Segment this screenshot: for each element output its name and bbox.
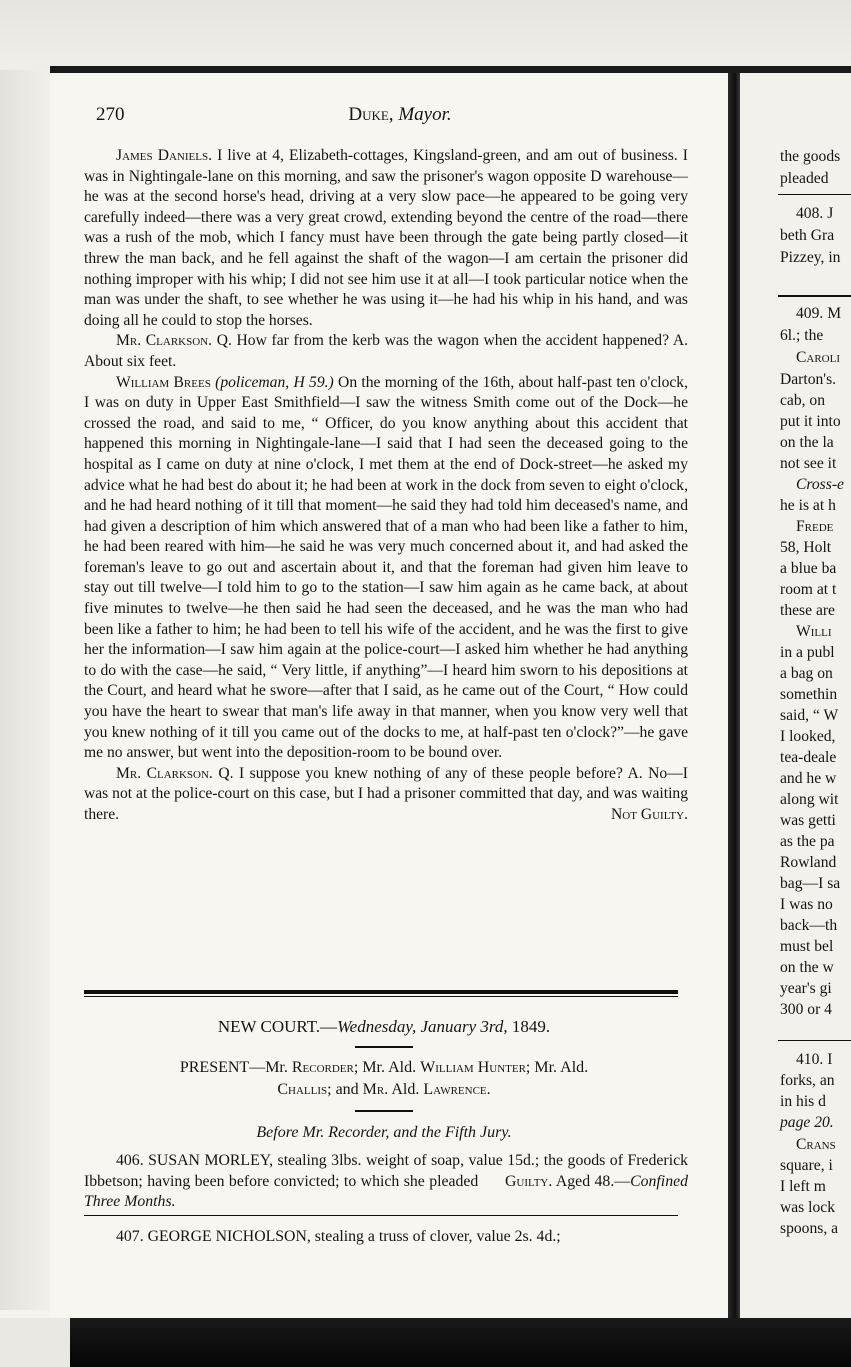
right-line: as the pa: [780, 833, 835, 850]
right-line: tea-deale: [780, 749, 837, 766]
paragraph-clarkson-cross: [84, 764, 688, 826]
right-line: back—th: [780, 917, 838, 934]
right-line: Rowland: [780, 854, 837, 871]
right-line: beth Gra: [780, 227, 835, 244]
right-line: said, “ W: [780, 707, 839, 724]
right-line: in his d: [780, 1093, 826, 1110]
speaker-name: William Brees: [116, 373, 211, 391]
case-406: [84, 1151, 688, 1213]
right-line: room at t: [780, 581, 837, 598]
case-406-text: [84, 1151, 688, 1213]
case-406-age: Aged 48.—: [552, 1172, 631, 1190]
book-gutter: [728, 73, 740, 1323]
section-rule-thin: [84, 996, 678, 997]
present-line: [84, 1057, 684, 1101]
before-line: Before Mr. Recorder, and the Fifth Jury.: [256, 1124, 512, 1141]
paragraph-text: Q. I suppose you knew nothing of any of these people before? A. No—I was not at the police-court on this case, but I had a prisoner committed that day, and was waiting there.: [84, 764, 689, 823]
right-line: page 20.: [780, 1114, 834, 1131]
speaker-role: (policeman, H 59.): [210, 373, 334, 391]
right-line: along wit: [780, 791, 839, 808]
section-rule-thick: [84, 990, 678, 994]
right-line: the goods: [780, 148, 841, 165]
right-rule: [778, 295, 851, 297]
right-line: on the w: [780, 959, 834, 976]
present-text: Mr.: [362, 1081, 389, 1098]
right-line: 58, Holt: [780, 539, 832, 556]
right-line: a blue ba: [780, 560, 837, 577]
case-407: [84, 1227, 688, 1248]
scan-background-top: [0, 0, 851, 70]
right-line: 300 or 4: [780, 1001, 832, 1018]
paragraph-text: I live at 4, Elizabeth-cottages, Kingsland-green, and am out of business. I was in Nightingale-lane on this morning, and saw the prisoner's wagon opposite D warehouse—he was at the second horse's head, driving at a very slow pace—he appeared to be going very carefully indeed—there was a very great crowd, extending beyond the centre of the road—there was a rush of the mob, which I fancy must have been through the gate being partly closed—it threw the man back, and he fell against the shaft of the wagon—I am certain the prisoner did nothing improper with his whip; I did not see him use it at all—I took particular notice when the man was under the shaft, to see whether he was using it—he had his whip in his hand, and was doing all he could to stop the horses.: [84, 147, 688, 329]
right-line: Frede: [796, 518, 834, 535]
right-line: not see it: [780, 455, 837, 472]
right-line: I left m: [780, 1178, 826, 1195]
right-line: somethin: [780, 686, 838, 703]
speaker-name: Mr. Clarkson.: [116, 332, 213, 350]
present-alderman-hunter: William Hunter: [420, 1059, 526, 1076]
right-line: Pizzey, in: [780, 249, 841, 266]
present-text: ; Mr. Ald.: [525, 1059, 589, 1076]
speaker-name: James Daniels.: [116, 147, 212, 164]
running-head-name: Duke,: [348, 104, 394, 125]
case-406-sentence: Confined Three Months.: [84, 1172, 688, 1210]
right-line: must bel: [780, 938, 834, 955]
right-line: pleaded: [780, 170, 829, 187]
page-top-edge: [50, 66, 851, 73]
right-line: forks, an: [780, 1072, 835, 1089]
right-line: 408. J: [796, 205, 834, 222]
case-406-plea: Guilty.: [504, 1172, 553, 1190]
present-recorder: Recorder: [291, 1059, 354, 1076]
present-text: Ald.: [391, 1081, 420, 1098]
court-date: Wednesday, January 3rd,: [337, 1017, 508, 1036]
present-alderman-lawrence: Lawrence.: [423, 1081, 491, 1098]
right-line: square, i: [780, 1157, 833, 1174]
right-line: these are: [780, 602, 835, 619]
right-line: he is at h: [780, 497, 836, 514]
right-line: on the la: [780, 434, 834, 451]
verdict: Not Guilty.: [611, 806, 688, 823]
right-line: Darton's.: [780, 371, 837, 388]
right-line: I was no: [780, 896, 833, 913]
right-line: year's gi: [780, 980, 832, 997]
right-line: was getti: [780, 812, 836, 829]
paragraph-text: Q. How far from the kerb was the wagon when the accident happened? A. About six feet.: [84, 332, 688, 370]
right-line: spoons, a: [780, 1220, 839, 1237]
right-line: a bag on: [780, 665, 833, 682]
running-head: [270, 104, 530, 126]
running-head-title: Mayor.: [398, 104, 452, 125]
paragraph-james-daniels: [84, 146, 688, 331]
right-line: 6l.; the: [780, 327, 824, 344]
right-line: Crans: [796, 1136, 836, 1153]
scan-background-left: [0, 70, 50, 1310]
right-line: I looked,: [780, 728, 836, 745]
right-line: put it into: [780, 413, 841, 430]
heading-rule: [355, 1046, 413, 1048]
present-alderman-challis: Challis: [277, 1081, 328, 1098]
paragraph-clarkson-question: [84, 331, 688, 372]
right-rule: [778, 1040, 851, 1041]
scan-bottom-edge: [0, 1318, 851, 1367]
present-text: ; Mr. Ald.: [353, 1059, 417, 1076]
right-line: Caroli: [796, 349, 841, 366]
right-line: and he w: [780, 770, 837, 787]
right-line: in a publ: [780, 644, 835, 661]
case-407-text: 407. GEORGE NICHOLSON, stealing a truss of clover, value 2s. 4d.;: [116, 1228, 561, 1245]
heading-rule: [355, 1110, 413, 1112]
case-rule: [84, 1215, 678, 1216]
present-text: ; and: [327, 1081, 359, 1098]
court-heading: [84, 1017, 684, 1037]
right-line: 410. I: [796, 1051, 833, 1068]
speaker-name: Mr. Clarkson.: [116, 764, 213, 782]
right-line: Willi: [796, 623, 832, 640]
page-number: 270: [96, 104, 125, 125]
testimony-block: [84, 146, 688, 826]
right-line: was lock: [780, 1199, 835, 1216]
right-line: bag—I sa: [780, 875, 841, 892]
right-line: cab, on: [780, 392, 826, 409]
right-line: 409. M: [796, 305, 842, 322]
jury-line: [84, 1124, 684, 1142]
paragraph-william-brees: [84, 373, 688, 764]
court-title: NEW COURT.—: [217, 1017, 338, 1036]
present-label: PRESENT—Mr.: [179, 1059, 288, 1076]
case-406-description: 406. SUSAN MORLEY, stealing 3lbs. weight of soap, value 15d.; the goods of Frederick Ibbetson; having been before convicted; to which she pleaded: [84, 1152, 688, 1190]
court-year: 1849.: [507, 1017, 551, 1036]
right-line: Cross-e: [796, 476, 844, 493]
right-rule: [778, 194, 851, 195]
paragraph-text: On the morning of the 16th, about half-past ten o'clock, I was on duty in Upper East Smithfield—I saw the witness Smith come out of the Dock—he crossed the road, and said to me, “ Officer, do you know anything about this accident that happened this morning in Nightingale-lane—I said that I had seen the deceased going to the hospital as I came on duty at nine o'clock, I met them at the end of Dock-street—he asked my advice what he had best do about it; he had been at work in the dock from seven to eight o'clock, and he had heard nothing of it till that moment—he said they had told him deceased's name, and had given a description of him which answered that of a man who had been like a father to him, he had been reared with him—he said he was very much concerned about it, and had asked the foreman's leave to go out and ascertain about it, and that the foreman had given him leave to stay out till twelve—I told him to go to the station—I saw him again as he came back, at about five minutes to twelve—he then said he had seen the deceased, and he was the man who had been like a father to him; he had been to tell his wife of the accident, and he was the first to give her the information—I saw him again at the police-court—I asked him whether he had anything to do with the case—he said, “ Very little, if anything”—I heard him sworn to his depositions at the Court, and heard what he swore—after that I said, as he came out of the Court, “ How could you have the heart to swear that man's life away in that manner, when you know very well that you knew nothing of it till you came out of the docks to me, at half-past ten o'clock?”—he gave me no answer, but went into the deposition-room to be bound over.: [84, 373, 688, 762]
